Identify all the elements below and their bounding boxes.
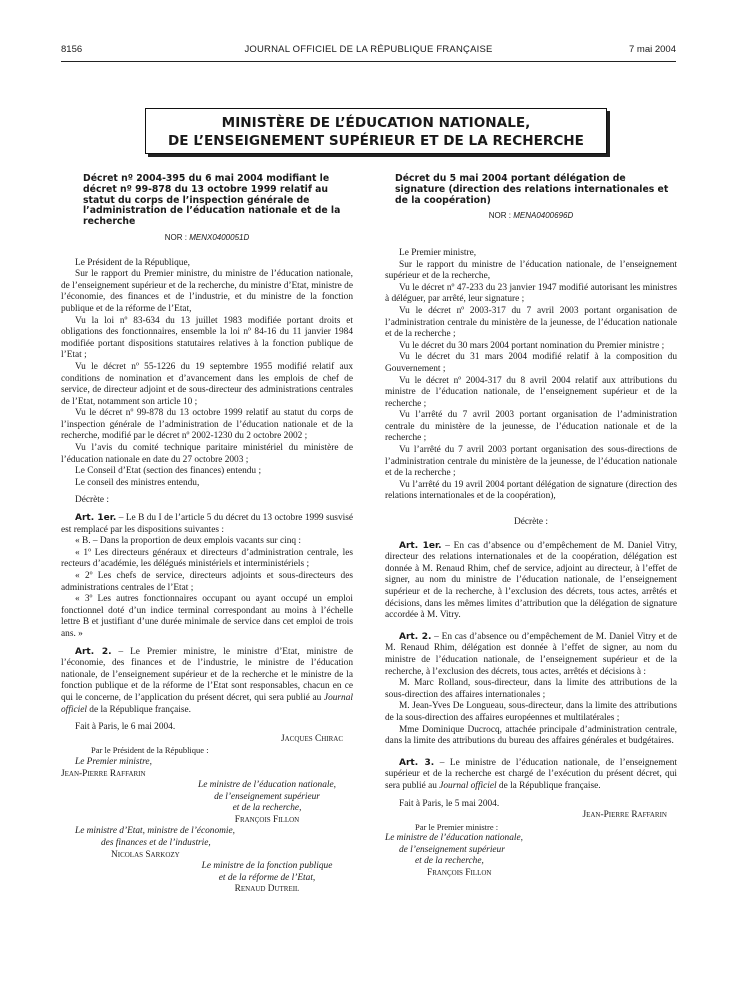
visa: Vu le décret nº 2004-317 du 8 avril 2004 relatif aux attributions du ministre de l’éducation nationale, de l’enseignement supérieur et de la recherche ; xyxy=(385,375,677,409)
journal-title: JOURNAL OFFICIEL DE LA RÉPUBLIQUE FRANÇAISE xyxy=(244,44,493,55)
article-item: Mme Dominique Ducrocq, attachée principale d’administration centrale, dans la limite des attributions du bureau des affaires générales et budgétaires. xyxy=(385,724,677,747)
visa: Le conseil des ministres entendu, xyxy=(75,477,200,488)
article-label: Art. 1er. xyxy=(75,513,117,524)
article-2 xyxy=(61,647,353,717)
right-decree xyxy=(385,174,677,880)
article-text: – En cas d’absence ou d’empêchement de M. Daniel Vitry, directeur des relations internationales et de la coopération, délégation est donnée à M. Renaud Rhim, chef de service, adjoint au directeur, à l’effet de signer, au nom du ministre de l’éducation nationale, de l’enseignement supérieur et de la recherche, à l’exclusion des décrets, tous actes, arrêtés et décisions, dans les mêmes limites d’attribution que la délégation de signature accordée à M. Vitry. xyxy=(385,540,677,621)
countersign-title: Le Premier ministre, xyxy=(75,756,152,767)
signatory-name: Jacques Chirac xyxy=(281,733,343,744)
visa: Vu le décret nº 99-878 du 13 octobre 1999 relatif au statut du corps de l’inspection générale de l’administration de l’éducation nationale et de la recherche, modifié par le décret nº 2002-1230 du 2 octobre 2002 ; xyxy=(61,408,353,442)
header-rule xyxy=(61,61,676,62)
article-text: de la République française. xyxy=(496,780,601,791)
article-text: – En cas d’absence ou d’empêchement de M. Daniel Vitry et de M. Renaud Rhim, délégation est donnée à l’effet de signer, au nom du ministre de l’éducation nationale, de l’enseignement supérieur et de la recherche, à l’exclusion des décrets, tous actes, arrêtés et décisions à : xyxy=(385,631,677,677)
issue-date: 7 mai 2004 xyxy=(628,44,676,55)
article-item: « 3º Les autres fonctionnaires occupant ou ayant occupé un emploi fonctionnel doté d’un indice terminal correspondant au moins à l’échelle lettre B et justifiant d’une durée minimale de service dans cet emploi de trois ans. » xyxy=(61,594,353,639)
page-header xyxy=(61,44,676,60)
article-label: Art. 3. xyxy=(399,757,435,768)
decree-title: Décret du 5 mai 2004 portant délégation de signature (direction des relations internationales et de la coopération) xyxy=(395,173,669,206)
visa: Le Conseil d’Etat (section des finances) entendu ; xyxy=(75,466,262,477)
countersign-name: François Fillon xyxy=(427,868,492,879)
article-item: M. Jean-Yves De Longueau, sous-directeur, dans la limite des attributions de la sous-direction des affaires européennes et multilatérales ; xyxy=(385,701,677,723)
signature-date: Fait à Paris, le 6 mai 2004. xyxy=(75,722,176,733)
nor-label: NOR : xyxy=(164,232,187,242)
nor-code: MENX0400051D xyxy=(189,232,250,242)
article-item: « 2º Les chefs de service, directeurs adjoints et sous-directeurs des administrations centrales de l’Etat ; xyxy=(61,571,353,593)
visa: Vu l’arrêté du 19 avril 2004 portant délégation de signature (direction des relations internationales et de la coopération), xyxy=(385,479,677,502)
nor-label: NOR : xyxy=(488,211,511,221)
decrete-label: Décrète : xyxy=(75,495,109,506)
countersign-title: des finances et de l’industrie, xyxy=(101,838,211,849)
countersign-title: Le ministre de l’éducation nationale, xyxy=(385,833,523,844)
visa: Vu le décret du 30 mars 2004 portant nomination du Premier ministre ; xyxy=(399,340,665,351)
page-number: 8156 xyxy=(61,44,83,55)
signature-date: Fait à Paris, le 5 mai 2004. xyxy=(399,798,500,809)
countersign-title: de l’enseignement supérieur xyxy=(399,844,505,855)
article-label: Art. 2. xyxy=(75,646,112,657)
visa: Sur le rapport du ministre de l’éducation nationale, de l’enseignement supérieur et de la recherche, xyxy=(385,259,677,282)
article-item: « B. – Dans la proportion de deux emplois vacants sur cinq : xyxy=(75,536,302,547)
visa: Vu le décret nº 47-233 du 23 janvier 1947 modifié autorisant les ministres à déléguer, par arrêté, leur signature ; xyxy=(385,282,677,305)
article-label: Art. 2. xyxy=(399,631,432,642)
signatory-name: Jean-Pierre Raffarin xyxy=(582,810,667,821)
article-text: – Le B du I de l’article 5 du décret du 13 octobre 1999 susvisé est remplacé par les dispositions suivantes : xyxy=(61,513,353,535)
by-order-line: Par le Premier ministre : xyxy=(415,821,499,832)
article-2 xyxy=(385,632,677,678)
countersign-title: et de la recherche, xyxy=(415,856,484,867)
article-item: « 1º Les directeurs généraux et directeurs d’administration centrale, les recteurs d’académie, les délégués ministériels et interministériels ; xyxy=(61,547,353,570)
decree-intro: Le Premier ministre, xyxy=(399,247,477,258)
decrete-label: Décrète : xyxy=(514,517,548,528)
visa: Sur le rapport du Premier ministre, du ministre de l’éducation nationale, de l’enseignement supérieur et de la recherche, du ministre d’Etat, ministre de l’économie, des finances et de l’industrie, et du ministre de la fonction publique et de la réforme de l’Etat, xyxy=(61,269,353,314)
article-1 xyxy=(385,541,677,622)
nor-reference xyxy=(385,210,677,222)
decree-intro: Le Président de la République, xyxy=(75,257,190,268)
nor-reference xyxy=(61,232,353,244)
visa: Vu le décret nº 2003-317 du 7 avril 2003 portant organisation de l’administration centrale du ministère de la jeunesse, de l’éducation nationale et de la recherche ; xyxy=(385,305,677,340)
journal-officiel-ref: Journal officiel xyxy=(439,780,497,791)
countersign-name: Jean-Pierre Raffarin xyxy=(61,768,146,779)
visa: Vu l’arrêté du 7 avril 2003 portant organisation des sous-directions de l’administration centrale du ministère de la jeunesse, de l’éducation nationale et de la recherche ; xyxy=(385,445,677,479)
countersign-title: et de la recherche, xyxy=(232,803,302,814)
visa: Vu l’avis du comité technique paritaire ministériel du ministère de l’éducation nationale en date du 27 octobre 2003 ; xyxy=(61,443,353,465)
journal-officiel-ref: Journal officiel xyxy=(61,692,353,715)
countersign-name: Nicolas Sarkozy xyxy=(111,849,180,860)
visa: Vu le décret nº 55-1226 du 19 septembre 1955 modifié relatif aux conditions de nomination et d’avancement dans les emplois de chef de service, de directeur adjoint et de sous-directeur des administrations centrales de l’Etat, notamment son article 10 ; xyxy=(61,361,353,407)
countersign-title: Le ministre de l’éducation nationale, xyxy=(198,780,336,791)
article-text: – Le Premier ministre, le ministre d’Etat, ministre de l’économie, des finances et de l’industrie, le ministre de l’éducation nationale, de l’enseignement supérieur et de la recherche et le ministre de la fonction publique et de la réforme de l’Etat sont responsables, chacun en ce qui le concerne, de l’application du présent décret, qui sera publié au xyxy=(61,646,353,703)
ministry-line-1: MINISTÈRE DE L’ÉDUCATION NATIONALE, xyxy=(221,115,531,131)
left-decree xyxy=(61,174,353,896)
article-1 xyxy=(61,513,353,536)
by-order-line: Par le Président de la République : xyxy=(91,745,209,756)
countersign-title: Le ministre de la fonction publique xyxy=(201,861,333,872)
article-label: Art. 1er. xyxy=(399,540,442,551)
countersign-title: de l’enseignement supérieur xyxy=(214,791,320,802)
nor-code: MENA0400696D xyxy=(513,211,574,221)
ministry-line-2: DE L’ENSEIGNEMENT SUPÉRIEUR ET DE LA RECHERCHE xyxy=(168,133,584,149)
article-text: – Le ministre de l’éducation nationale, de l’enseignement supérieur et de la recherche est chargé de l’exécution du présent décret, qui sera publié au xyxy=(385,757,677,791)
countersign-name: François Fillon xyxy=(234,814,300,825)
article-text: de la République française. xyxy=(86,704,191,715)
visa: Vu l’arrêté du 7 avril 2003 portant organisation de l’administration centrale du ministère de la jeunesse, de l’éducation nationale et de la recherche ; xyxy=(385,410,677,444)
visa: Vu la loi nº 83-634 du 13 juillet 1983 modifiée portant droits et obligations des fonctionnaires, ensemble la loi nº 84-16 du 11 janvier 1984 modifiée portant dispositions statutaires relatives à la fonction publique de l’Etat ; xyxy=(61,315,353,361)
countersign-title: Le ministre d’Etat, ministre de l’économie, xyxy=(75,826,235,837)
article-item: M. Marc Rolland, sous-directeur, dans la limite des attributions de la sous-direction des affaires internationales ; xyxy=(385,678,677,700)
decree-title: Décret nº 2004-395 du 6 mai 2004 modifiant le décret nº 99-878 du 13 octobre 1999 relatif au statut du corps de l’inspection générale de l’administration de l’éducation nationale et de la recherche xyxy=(83,173,341,228)
visa: Vu le décret du 31 mars 2004 modifié relatif à la composition du Gouvernement ; xyxy=(385,352,677,374)
countersign-name: Renaud Dutreil xyxy=(234,884,300,895)
countersign-title: et de la réforme de l’Etat, xyxy=(218,872,316,883)
ministry-heading-box xyxy=(145,108,607,154)
article-3 xyxy=(385,758,677,793)
